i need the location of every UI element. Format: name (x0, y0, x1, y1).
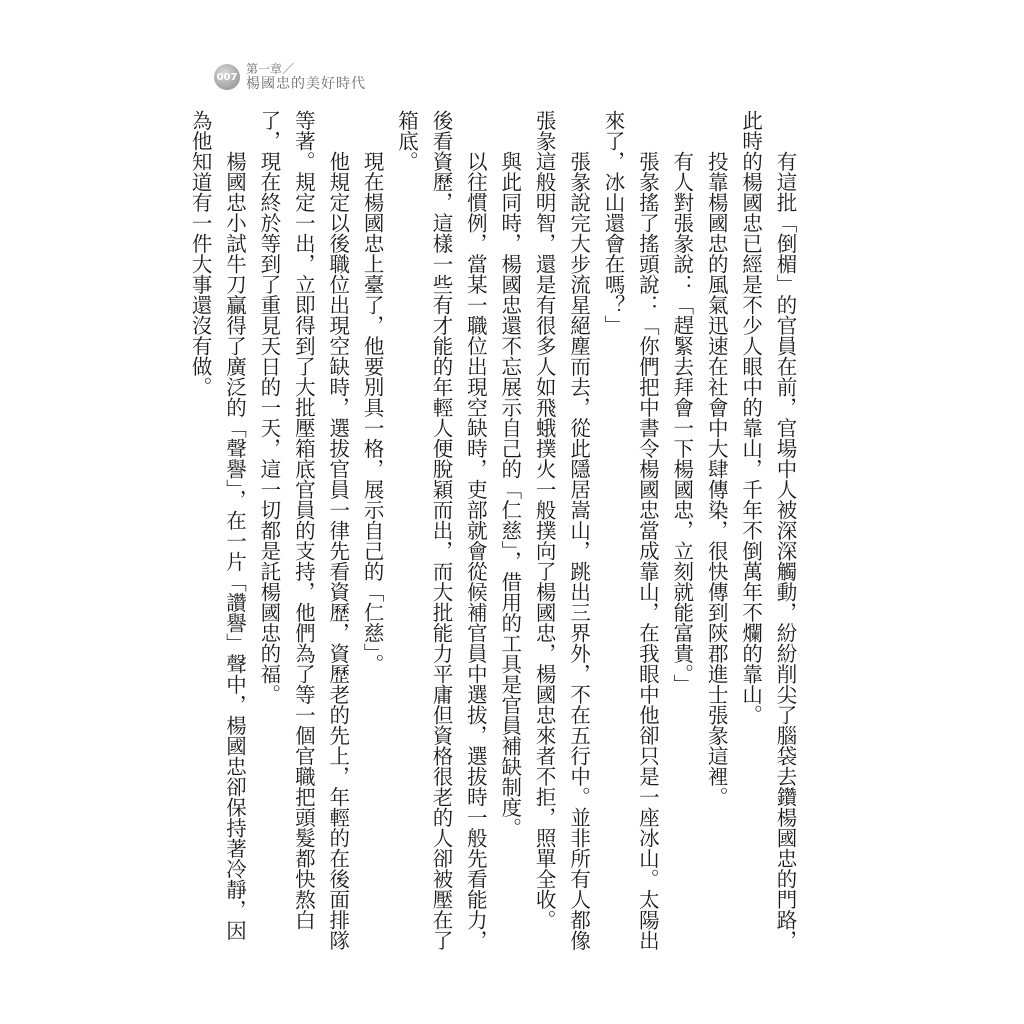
vertical-body-text (183, 110, 802, 960)
page-number-badge: 007 (214, 64, 240, 90)
paragraph: 與此同時，楊國忠還不忘展示自己的「仁慈」，借用的工具是官員補缺制度。 (497, 151, 522, 838)
paragraph: 投靠楊國忠的風氣迅速在社會中大肆傳染，很快傳到陝郡進士張彖這裡。 (704, 151, 729, 807)
chapter-label: 第一章／ (246, 62, 295, 76)
paragraph: 張彖說完大步流星絕塵而去，從此隱居嵩山，跳出三界外，不在五行中。並非所有人都像張彖這般明智，還是有很多人如飛蛾撲火一般撲向了楊國忠，楊國忠來者不拒，照單全收。 (532, 110, 591, 951)
paragraph: 他規定以後職位出現空缺時，選拔官員一律先看資歷，資歷老的先上，年輕的在後面排隊等著。規定一出，立即得到了大批壓箱底官員的支持，他們為了等一個官職把頭髮都快熬白了，現在終於等到了重見天日的一天，這一切都是託楊國忠的福。 (256, 110, 350, 951)
paragraph: 張彖搖了搖頭說：「你們把中書令楊國忠當成靠山，在我眼中他卻只是一座冰山。太陽出來了，冰山還會在嗎？」 (600, 110, 660, 951)
chapter-heading (246, 62, 366, 92)
paragraph: 現在楊國忠上臺了，他要別具一格，展示自己的「仁慈」。 (360, 151, 385, 674)
chapter-title: 楊國忠的美好時代 (246, 76, 366, 92)
paragraph: 有這批「倒楣」的官員在前，官場中人被深深觸動，紛紛削尖了腦袋去鑽楊國忠的門路，此時的楊國忠已經是不少人眼中的靠山，千年不倒萬年不爛的靠山。 (738, 110, 797, 951)
paragraph: 楊國忠小試牛刀贏得了廣泛的「聲譽」，在一片「讚譽」聲中，楊國忠卻保持著冷靜，因為他知道有一件大事還沒有做。 (188, 110, 247, 941)
paragraph: 有人對張彖說：「趕緊去拜會一下楊國忠，立刻就能富貴。」 (669, 151, 694, 695)
paragraph: 以往慣例，當某一職位出現空缺時，吏部就會從候補官員中選拔，選拔時一般先看能力，後看資歷，這樣一些有才能的年輕人便脫穎而出，而大批能力平庸但資格很老的人卻被壓在了箱底。 (394, 110, 488, 951)
running-header (214, 62, 366, 92)
